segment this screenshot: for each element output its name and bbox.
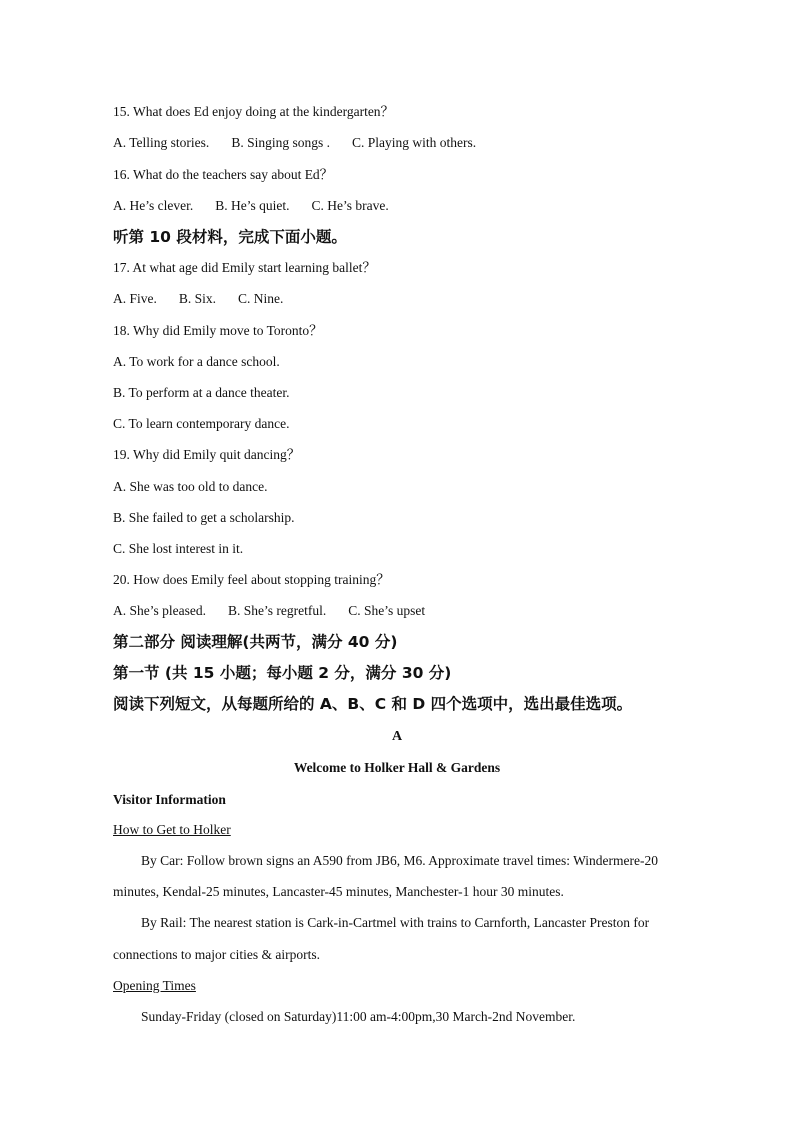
option-a: A. He’s clever. bbox=[113, 198, 194, 213]
question-16: 16. What do the teachers say about Ed？ bbox=[113, 167, 334, 182]
by-rail-line-2: connections to major cities & airports. bbox=[113, 947, 320, 962]
question-18-option-b: B. To perform at a dance theater. bbox=[113, 385, 290, 400]
option-a: A. Five. bbox=[113, 291, 157, 306]
option-c: C. He’s brave. bbox=[311, 198, 389, 213]
by-rail-line-1: By Rail: The nearest station is Cark-in-Cartmel with trains to Carnforth, Lancaster Preston for bbox=[141, 915, 650, 930]
question-17-options bbox=[113, 291, 283, 307]
option-b: B. Singing songs . bbox=[231, 135, 330, 150]
option-a: A. Telling stories. bbox=[113, 135, 210, 150]
question-19-option-b: B. She failed to get a scholarship. bbox=[113, 510, 295, 525]
part-2-heading: 第二部分 阅读理解(共两节，满分 40 分) bbox=[113, 633, 398, 651]
how-to-get-heading: How to Get to Holker bbox=[113, 822, 231, 837]
question-18: 18. Why did Emily move to Toronto？ bbox=[113, 323, 323, 338]
opening-times-text: Sunday-Friday (closed on Saturday)11:00 am-4:00pm,30 March-2nd November. bbox=[141, 1009, 576, 1024]
opening-times-heading: Opening Times bbox=[113, 978, 196, 993]
option-b: B. She’s regretful. bbox=[227, 603, 327, 618]
by-car-line-1: By Car: Follow brown signs an A590 from JB6, M6. Approximate travel times: Windermere-20 bbox=[141, 853, 659, 868]
section-10-heading: 听第 10 段材料，完成下面小题。 bbox=[113, 228, 347, 246]
question-20-options bbox=[113, 603, 425, 619]
option-b: B. Six. bbox=[178, 291, 217, 306]
question-19-option-c: C. She lost interest in it. bbox=[113, 541, 244, 556]
question-18-option-c: C. To learn contemporary dance. bbox=[113, 416, 290, 431]
question-18-option-a: A. To work for a dance school. bbox=[113, 354, 280, 369]
question-19-option-a: A. She was too old to dance. bbox=[113, 479, 268, 494]
visitor-information-heading: Visitor Information bbox=[113, 792, 226, 807]
question-15-options bbox=[113, 135, 476, 151]
reading-instructions: 阅读下列短文，从每题所给的 A、B、C 和 D 四个选项中，选出最佳选项。 bbox=[113, 695, 633, 713]
passage-letter: A bbox=[391, 729, 403, 744]
question-19: 19. Why did Emily quit dancing？ bbox=[113, 447, 301, 462]
option-c: C. She’s upset bbox=[348, 603, 426, 618]
question-15: 15. What does Ed enjoy doing at the kindergarten？ bbox=[113, 104, 395, 119]
option-b: B. He’s quiet. bbox=[215, 198, 290, 213]
question-17: 17. At what age did Emily start learning ballet？ bbox=[113, 260, 376, 275]
option-c: C. Nine. bbox=[238, 291, 284, 306]
question-20: 20. How does Emily feel about stopping training？ bbox=[113, 572, 390, 587]
by-car-line-2: minutes, Kendal-25 minutes, Lancaster-45 minutes, Manchester-1 hour 30 minutes. bbox=[113, 884, 564, 899]
passage-title: Welcome to Holker Hall & Gardens bbox=[293, 760, 501, 775]
option-c: C. Playing with others. bbox=[351, 135, 477, 150]
question-16-options bbox=[113, 198, 389, 214]
option-a: A. She’s pleased. bbox=[113, 603, 206, 618]
section-1-heading: 第一节 (共 15 小题；每小题 2 分，满分 30 分) bbox=[113, 664, 452, 682]
